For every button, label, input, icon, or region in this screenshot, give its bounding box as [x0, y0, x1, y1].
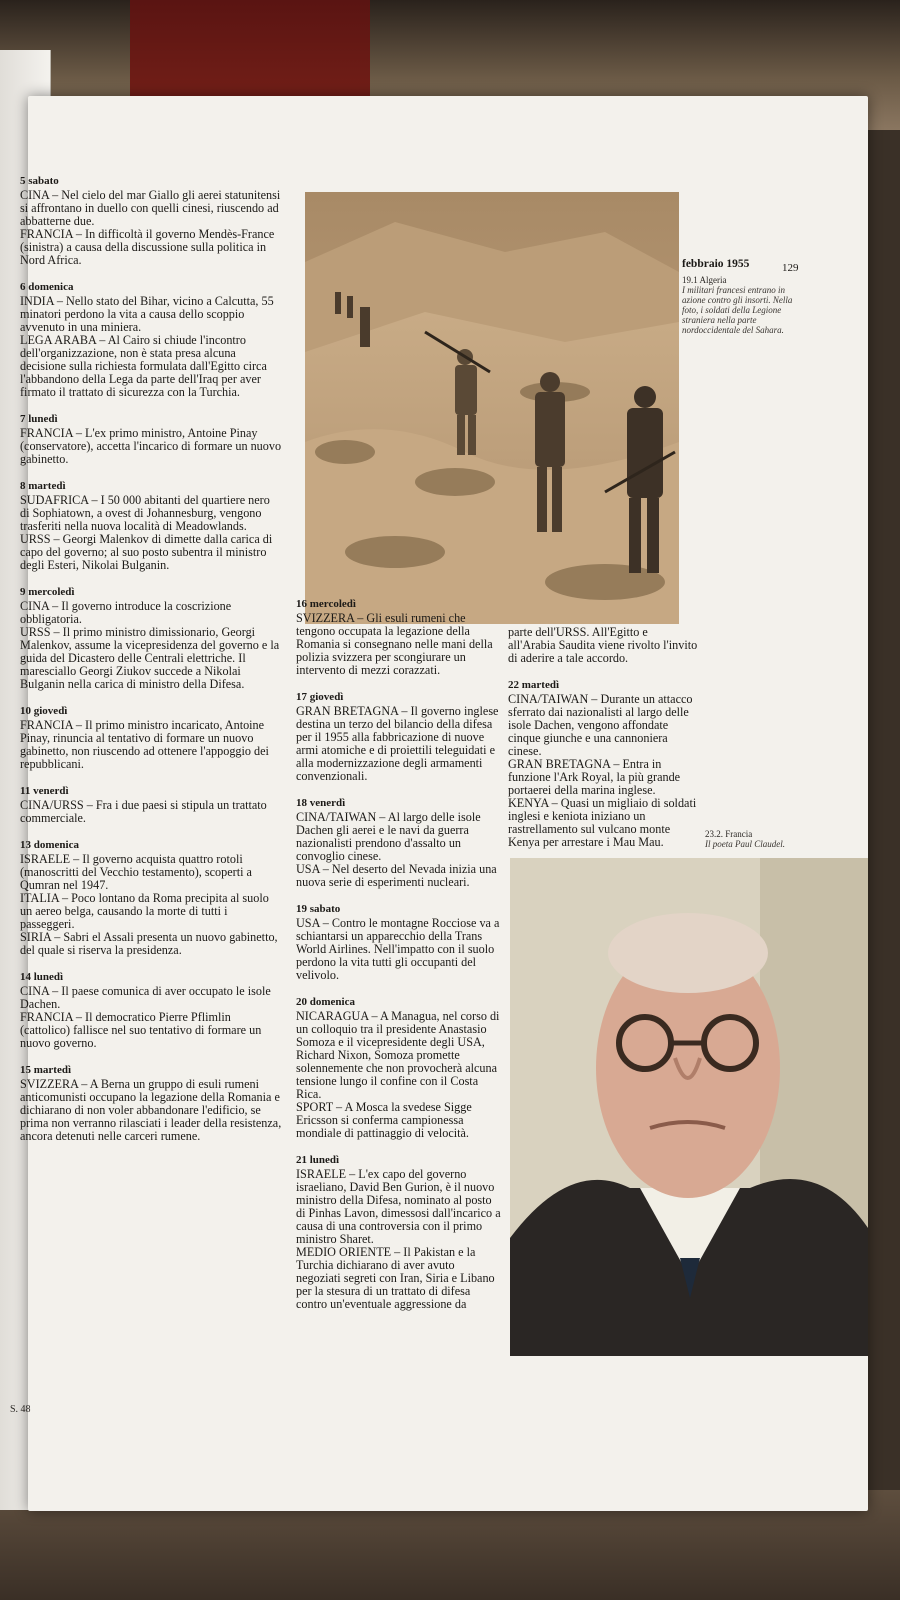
- day-entry: [20, 175, 282, 267]
- day-heading: 5 sabato: [20, 175, 59, 187]
- day-heading: 20 domenica: [296, 996, 355, 1008]
- text-column-1: [20, 175, 282, 1157]
- photo-caption-algeria: [682, 275, 806, 335]
- day-heading: 11 venerdì: [20, 785, 69, 797]
- day-text: SVIZZERA – A Berna un gruppo di esuli rumeni anticomunisti occupano la legazione della Romania e dichiarano di non voler abbandonare l'edificio, se prima non verranno rilasciati i leader della resistenza, ancora detenuti nelle carceri rumene.: [20, 1077, 282, 1143]
- caption-number: 23.2. Francia: [705, 829, 753, 839]
- day-text: USA – Contro le montagne Rocciose va a schiantarsi un apparecchio della Trans World Airlines. Nell'impatto con il suolo perdono la vita tutti gli occupanti del velivolo.: [296, 916, 500, 982]
- day-text: CINA/TAIWAN – Al largo delle isole Dachen gli aerei e le navi da guerra nazionalisti prendono d'assalto un convoglio cinese. USA – Nel deserto del Nevada inizia una nuova serie di esperimenti nucleari.: [296, 810, 497, 889]
- day-entry: [296, 903, 502, 982]
- day-entry: [296, 797, 502, 889]
- day-entry: [20, 480, 282, 572]
- day-text: FRANCIA – Il primo ministro incaricato, Antoine Pinay, rinuncia al tentativo di formare un nuovo gabinetto, non riuscendo ad ottenere l'appoggio dei repubblicani.: [20, 718, 269, 771]
- day-text: SUDAFRICA – I 50 000 abitanti del quartiere nero di Sophiatown, a ovest di Johannesburg, vengono trasferiti nella nuova località di Meadowlands. URSS – Georgi Malenkov di dimette dalla carica di capo del governo; al suo posto subentra il ministro degli Esteri, Nikolai Bulganin.: [20, 493, 273, 572]
- day-text: NICARAGUA – A Managua, nel corso di un colloquio tra il presidente Anastasio Somoza e il vicepresidente degli USA, Richard Nixon, Somoza promette solennemente che non provocherà alcuna tensione lungo il confine con il Costa Rica. SPORT – A Mosca la svedese Sigge Ericsson si conferma campionessa mondiale di pattinaggio di velocità.: [296, 1009, 500, 1140]
- text-column-3: [508, 626, 698, 863]
- day-entry: [296, 1154, 502, 1311]
- day-entry: [20, 1064, 282, 1143]
- day-heading: 8 martedì: [20, 480, 66, 492]
- text-column-2: [296, 598, 502, 1325]
- day-text: CINA – Il paese comunica di aver occupato le isole Dachen. FRANCIA – Il democratico Pierre Pflimlin (cattolico) fallisce nel suo tentativo di formare un nuovo governo.: [20, 984, 271, 1050]
- day-text: GRAN BRETAGNA – Il governo inglese destina un terzo del bilancio della difesa per il 1955 alla fabbricazione di nuove armi atomiche e di proiettili teleguidati e alla modernizzazione degli armamenti convenzionali.: [296, 704, 499, 783]
- soldiers-desert-photo: [305, 192, 679, 624]
- day-heading: 17 giovedì: [296, 691, 344, 703]
- footer-code: S. 48: [10, 1404, 31, 1415]
- day-heading: 13 domenica: [20, 839, 79, 851]
- day-entry: [20, 413, 282, 466]
- day-entry: [296, 598, 502, 677]
- day-heading: 15 martedì: [20, 1064, 72, 1076]
- day-heading: 22 martedì: [508, 679, 560, 691]
- day-entry: [296, 996, 502, 1140]
- day-heading: 7 lunedì: [20, 413, 58, 425]
- day-heading: 16 mercoledì: [296, 598, 356, 610]
- day-heading: 14 lunedì: [20, 971, 64, 983]
- page-number: 129: [782, 262, 799, 274]
- day-text: CINA/TAIWAN – Durante un attacco sferrato dai nazionalisti al largo delle isole Dachen, vengono affondate cinque giunche e una cannoniera cinese. GRAN BRETAGNA – Entra in funzione l'Ark Royal, la più grande portaerei della marina inglese. KENYA – Quasi un migliaio di soldati inglesi e keniota iniziano un rastrellamento sul vulcano monte Kenya per arrestare i Mau Mau.: [508, 692, 697, 849]
- day-entry: [20, 705, 282, 771]
- day-text: CINA/URSS – Fra i due paesi si stipula un trattato commerciale.: [20, 798, 267, 825]
- day-text: ISRAELE – L'ex capo del governo israeliano, David Ben Gurion, è il nuovo ministro della Difesa, nominato al posto di Pinhas Lavon, dimessosi dall'incarico a causa di una controversia con il primo ministro Sharet. MEDIO ORIENTE – Il Pakistan e la Turchia dichiarano di aver avuto negoziati segreti con Iran, Siria e Libano per la stesura di un trattato di difesa contro un'eventuale aggressione da: [296, 1167, 501, 1311]
- photo-caption-francia: [705, 829, 805, 849]
- day-entry: [20, 839, 282, 957]
- day-heading: 9 mercoledì: [20, 586, 75, 598]
- day-entry: [20, 785, 282, 825]
- day-text: CINA – Nel cielo del mar Giallo gli aerei statunitensi si affrontano in duello con quelli cinesi, riuscendo ad abbatterne due. FRANCIA – In difficoltà il governo Mendès-France (sinistra) a causa della discussione sulla politica in Nord Africa.: [20, 188, 281, 267]
- day-heading: 19 sabato: [296, 903, 341, 915]
- day-heading: 18 venerdì: [296, 797, 346, 809]
- day-heading: 21 lunedì: [296, 1154, 340, 1166]
- day-entry: [508, 679, 698, 849]
- day-text: CINA – Il governo introduce la coscrizione obbligatoria. URSS – Il primo ministro dimissionario, Georgi Malenkov, assume la vicepresidenza del governo e la guida del Dicastero delle Centrali elettriche. Il maresciallo Georgi Ziukov succede a Nikolai Bulganin nella carica di ministro della Difesa.: [20, 599, 280, 691]
- caption-text: I militari francesi entrano in azione contro gli insorti. Nella foto, i soldati della Legione straniera nella parte nordoccidentale del Sahara.: [682, 285, 793, 335]
- month-label: febbraio 1955: [682, 258, 750, 270]
- caption-text: Il poeta Paul Claudel.: [705, 839, 785, 849]
- day-text: parte dell'URSS. All'Egitto e all'Arabia Saudita viene rivolto l'invito di aderire a tale accordo.: [508, 625, 698, 665]
- caption-number: 19.1 Algeria: [682, 275, 727, 285]
- day-entry: [296, 691, 502, 783]
- portrait-photo: [510, 858, 868, 1356]
- day-heading: 6 domenica: [20, 281, 74, 293]
- day-entry: [20, 971, 282, 1050]
- day-text: INDIA – Nello stato del Bihar, vicino a Calcutta, 55 minatori perdono la vita a causa dello scoppio avvenuto in una miniera. LEGA ARABA – Al Cairo si chiude l'incontro dell'organizzazione, non è stata presa alcuna decisione sulla richiesta formulata dall'Egitto circa l'abbandono della Lega da parte dell'Iraq per aver firmato il trattato di sicurezza con la Turchia.: [20, 294, 274, 399]
- day-entry: [20, 281, 282, 399]
- day-text: ISRAELE – Il governo acquista quattro rotoli (manoscritti del Vecchio testamento), scoperti a Qumran nel 1947. ITALIA – Poco lontano da Roma precipita al suolo un aereo belga, causando la morte di tutti i passeggeri. SIRIA – Sabri el Assali presenta un nuovo gabinetto, del quale si riserva la presidenza.: [20, 852, 278, 957]
- day-entry: [508, 626, 698, 665]
- day-text: FRANCIA – L'ex primo ministro, Antoine Pinay (conservatore), accetta l'incarico di formare un nuovo gabinetto.: [20, 426, 282, 466]
- day-entry: [20, 586, 282, 691]
- day-text: SVIZZERA – Gli esuli rumeni che tengono occupata la legazione della Romania si consegnano nelle mani della polizia svizzera per scongiurare un intervento di mezzi corazzati.: [296, 611, 493, 677]
- page-header: [682, 258, 802, 274]
- day-heading: 10 giovedì: [20, 705, 68, 717]
